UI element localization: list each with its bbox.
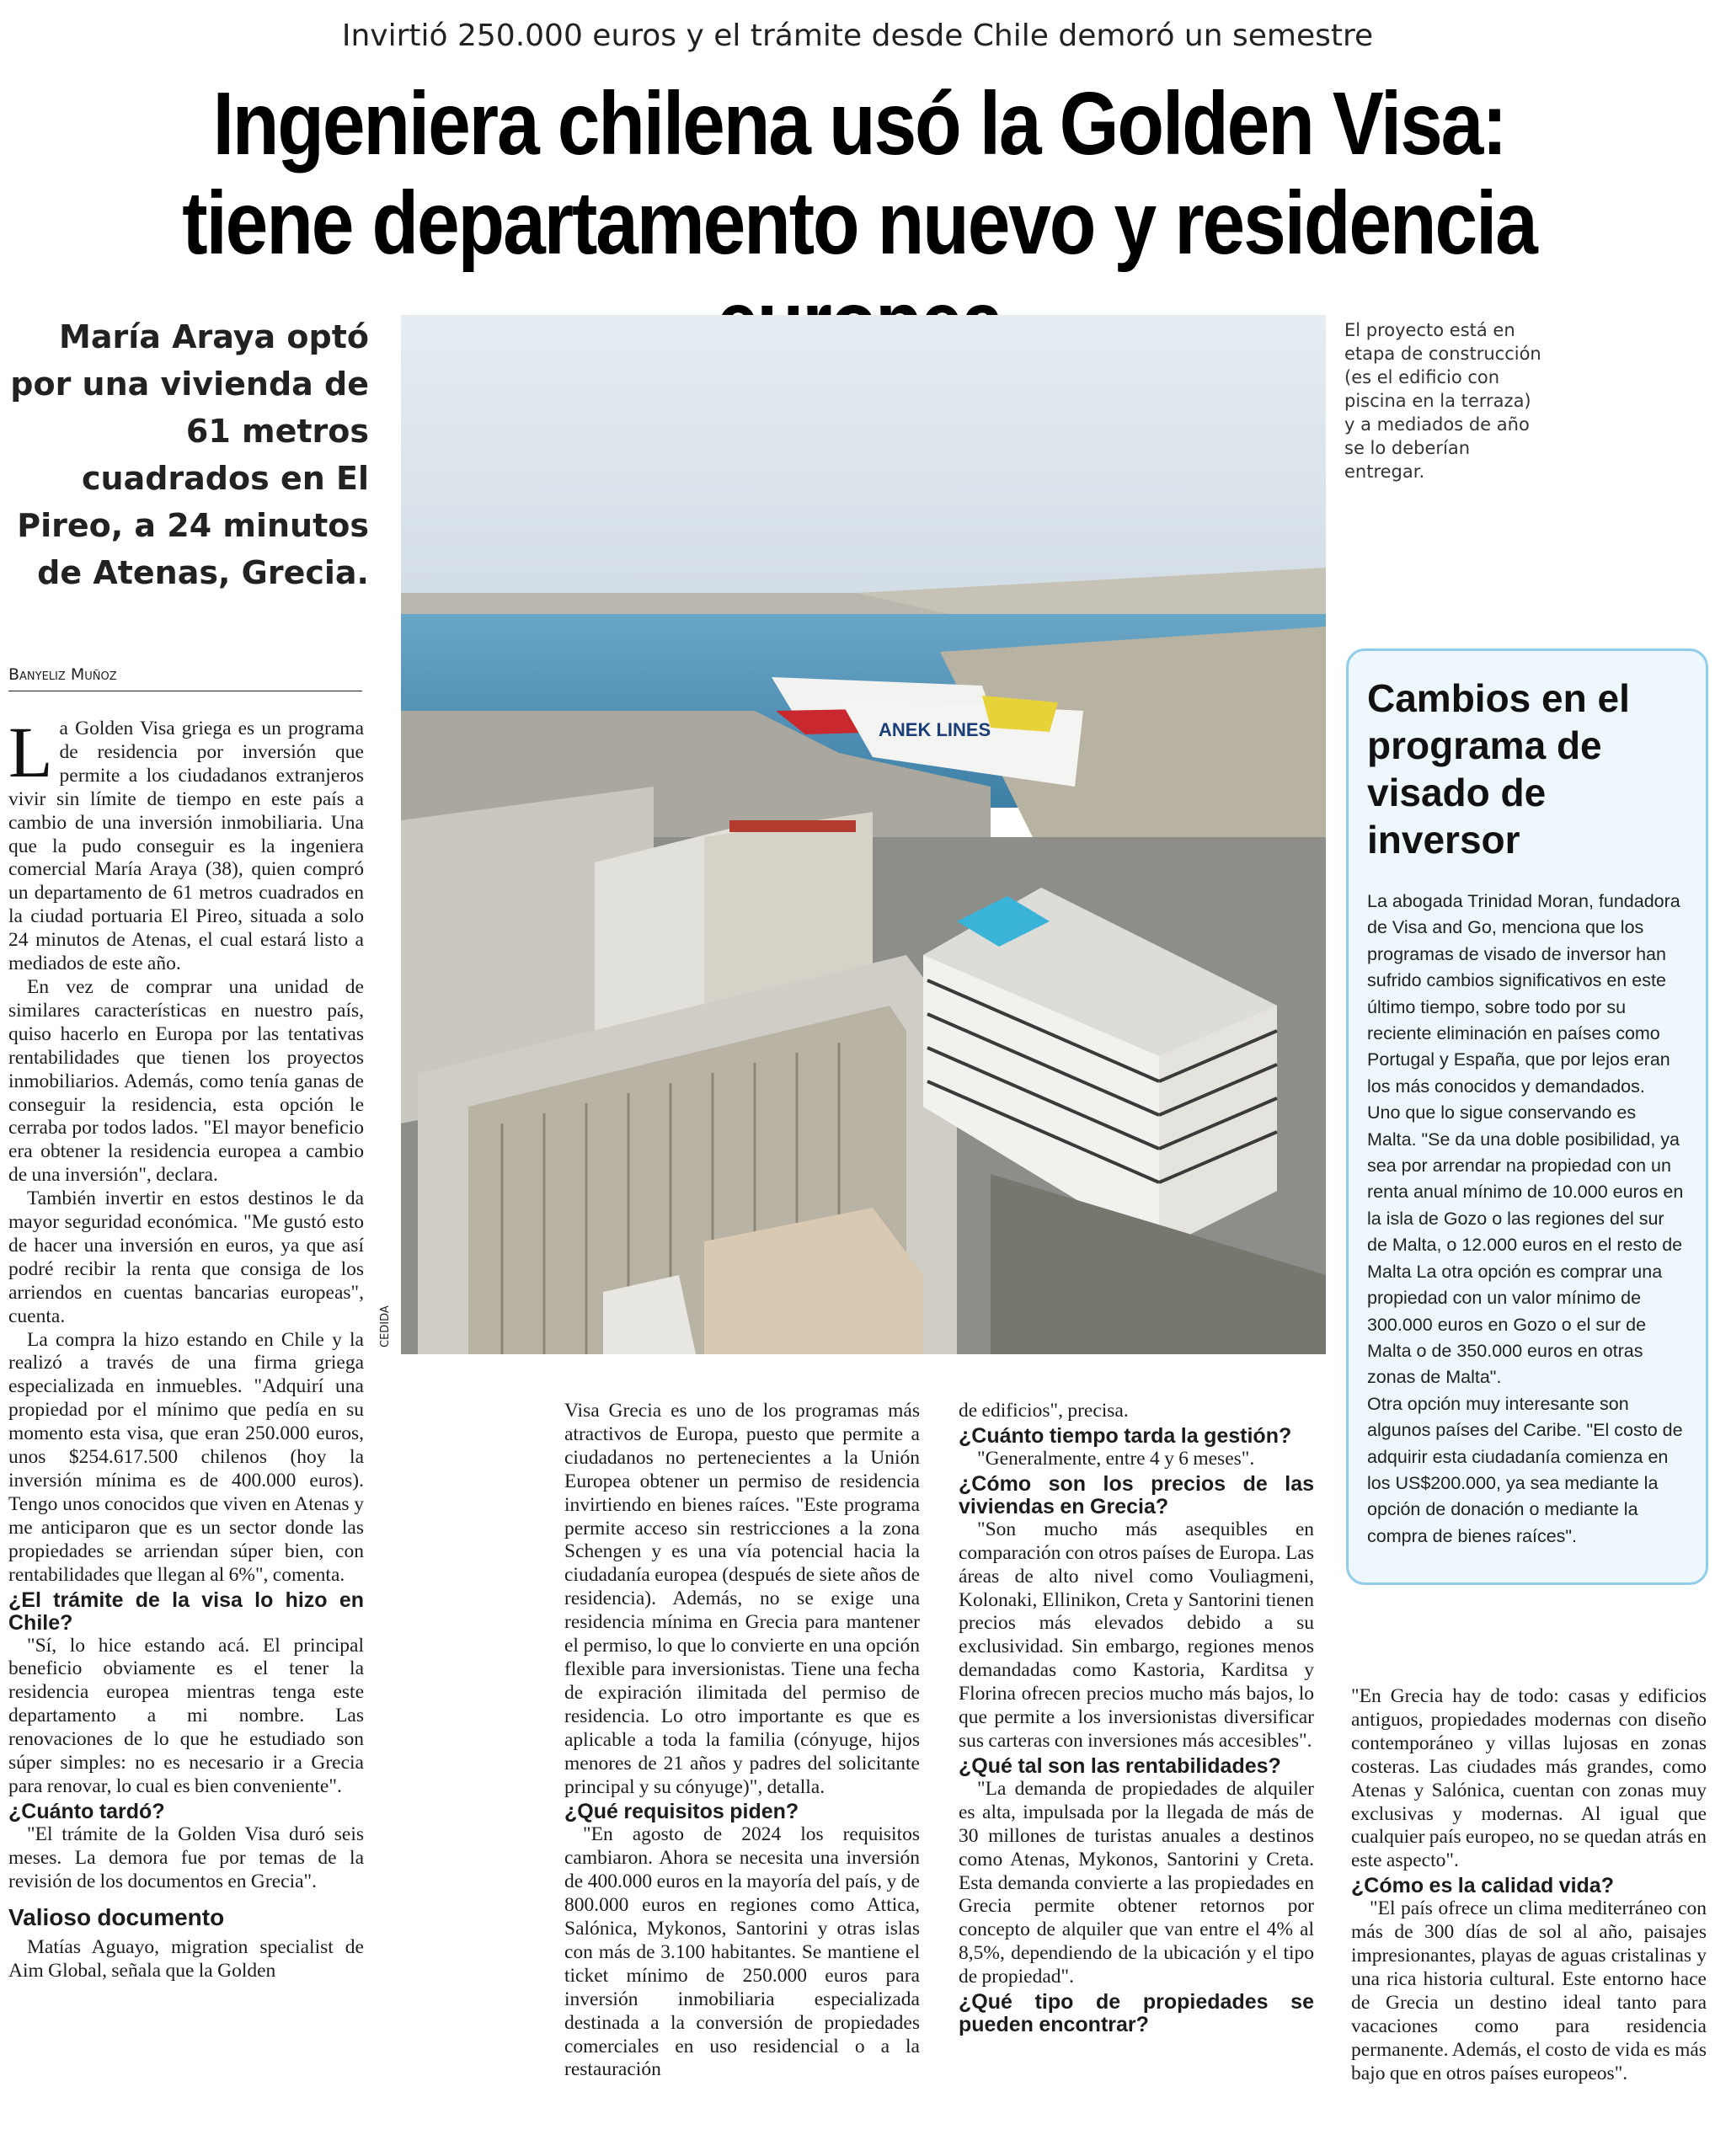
paragraph: "Generalmente, entre 4 y 6 meses". <box>977 1447 1255 1470</box>
kicker: Invirtió 250.000 euros y el trámite desde Chile demoró un semestre <box>341 19 1374 53</box>
question-heading: ¿Qué requisitos piden? <box>564 1800 799 1824</box>
paragraph: Visa Grecia es uno de los programas más atractivos de Europa, puesto que permite a ciudadanos no pertenecientes a la Unión Europea obtener un permiso de residencia invirtiendo en bienes raíces. "Este programa permite acceso sin restricciones a la zona Schengen y es una vía potencial hacia la ciudadanía europea (después de siete años de residencia). Además, no se exige una residencia mínima en Grecia para mantener el permiso, lo que lo convierte en una opción flexible para inversionistas. Tiene una fecha de expiración ilimitada del permiso de residencia. Lo otro importante es que es aplicable a toda la familia (cónyuge, hijos menores de 21 años y padres del solicitante principal y su cónyuge)", detalla. <box>564 1400 920 1798</box>
question-heading: ¿Qué tipo de propiedades se pueden encontrar? <box>959 1990 1314 2037</box>
photo-credit: CEDIDA <box>379 1305 392 1348</box>
paragraph: La compra la hizo estando en Chile y la realizó a través de una firma griega especializada en inmuebles. "Adquirí una propiedad por el mínimo que pedía en su momento esta visa, que eran 250.000 euros, unos $254.617.500 chilenos (hoy la inversión mínima es de 400.000 euros). Tengo unos conocidos que viven en Atenas y me anticiparon que es un sector donde las propiedades se arriendan súper bien, con rentabilidades que llegan al 6%", comenta. <box>8 1328 364 1586</box>
question-heading: ¿El trámite de la visa lo hizo en Chile? <box>8 1588 364 1635</box>
article-column-1 <box>8 712 364 2149</box>
question-heading: ¿Cómo son los precios de las viviendas en Grecia? <box>959 1471 1314 1518</box>
subheading: Valioso documento <box>8 1903 225 1930</box>
sidebar-paragraph: Otra opción muy interesante son algunos países del Caribe. "El costo de adquirir esta ciudadanía comienza en los US$200.000, ya sea mediante la opción de donación o mediante la compra de bienes raíces". <box>1367 1393 1683 1546</box>
sidebar-body <box>1367 889 1687 1550</box>
paragraph: Matías Aguayo, migration specialist de Aim Global, señala que la Golden <box>8 1935 364 1982</box>
paragraph: "El país ofrece un clima mediterráneo con más de 300 días de sol al año, paisajes impresionantes, playas de aguas cristalinas y una rica historia cultural. Este entorno hace de Grecia un destino ideal tanto para vacaciones como para residencia permanente. Además, el costo de vida es más bajo que en otros países europeos". <box>1351 1897 1707 2084</box>
paragraph: "En Grecia hay de todo: casas y edificios antiguos, propiedades modernas con diseño contemporáneo y villas lujosas en zonas costeras. Las ciudades más grandes, como Atenas y Salónica, cuentan con zonas muy exclusivas y modernas. Al igual que cualquier país europeo, no se quedan atrás en este aspecto". <box>1351 1685 1707 1872</box>
harbor-photo <box>401 315 1326 1354</box>
article-column-2 <box>564 1400 920 2149</box>
sidebar-box <box>1346 648 1708 1585</box>
article-column-3 <box>959 1400 1314 2149</box>
paragraph: "El trámite de la Golden Visa duró seis meses. La demora fue por temas de la revisión de los documentos en Grecia". <box>8 1822 364 1892</box>
sidebar-paragraph: Uno que lo sigue conservando es Malta. "Se da una doble posibilidad, ya sea por arrendar na propiedad con un renta anual mínimo de 10.000 euros en la isla de Gozo o las regiones del sur de Malta, o 12.000 euros en el resto de Malta La otra opción es comprar una propiedad con un valor mínimo de 300.000 euros en Gozo o el sur de Malta o de 350.000 euros en otras zonas de Malta". <box>1367 1102 1684 1388</box>
paragraph: "Sí, lo hice estando acá. El principal beneficio obviamente es el tener la residencia europea mientras tenga este departamento a mi nombre. Las renovaciones de lo que he estudiado son súper simples: no es necesario ir a Grecia para renovar, lo cual es bien conveniente". <box>8 1634 364 1797</box>
paragraph: "La demanda de propiedades de alquiler es alta, impulsada por la llegada de más de 30 millones de turistas anuales a destinos como Atenas, Mykonos, Santorini y Creta. Esta demanda convierte a las propiedades en Grecia permite obtener retornos por concepto de alquiler que van entre el 4% al 8,5%, dependiendo de la ubicación y el tipo de propiedad". <box>959 1777 1314 1988</box>
byline: Banyeliz Muñoz <box>8 665 362 691</box>
question-heading: ¿Cuánto tardó? <box>8 1799 165 1823</box>
question-heading: ¿Cómo es la calidad vida? <box>1351 1874 1614 1898</box>
paragraph: En vez de comprar una unidad de similares características en nuestro país, quiso hacerlo en Europa por las tentativas rentabilidades que tienen los proyectos inmobiliarios. Además, como tenía ganas de conseguir la residencia, esta opción le cerraba por todos lados. "El mayor beneficio era obtener la residencia europea a cambio de una inversión", declara. <box>8 975 364 1187</box>
ferry-sign: ANEK LINES <box>879 719 991 740</box>
question-heading: ¿Qué tal son las rentabilidades? <box>959 1753 1281 1778</box>
sidebar-title: Cambios en el programa de visado de inversor <box>1367 676 1630 862</box>
headline: Ingeniera chilena usó la Golden Visa: tiene departamento nuevo y residencia <box>182 74 1536 273</box>
sidebar-paragraph: La abogada Trinidad Moran, fundadora de Visa and Go, menciona que los programas de visado de inversor han sufrido cambios significativos en este último tiempo, sobre todo por su reciente eliminación en países como Portugal y España, que por lejos eran los más conocidos y demandados. <box>1367 891 1680 1097</box>
paragraph: de edificios", precisa. <box>959 1400 1129 1422</box>
paragraph: "En agosto de 2024 los requisitos cambiaron. Ahora se necesita una inversión de 400.000 euros en la mayoría del país, y de 800.000 euros en regiones como Attica, Salónica, Mykonos, Santorini y otras islas con más de 3.100 habitantes. Se mantiene el ticket mínimo de 250.000 euros para inversión inmobiliaria especializada destinada a la conversión de propiedades comerciales en uso residencial o a la restauración <box>564 1823 920 2081</box>
lede: María Araya optó por una vivienda de 61 metros cuadrados en El Pireo, a 24 minutos de Atenas, Grecia. <box>10 318 369 591</box>
paragraph: También invertir en estos destinos le da mayor seguridad económica. "Me gustó esto de hacer una inversión en euros, ya que así podré recibir la renta que consiga de los arriendos en cuentas bancarias europeas", cuenta. <box>8 1187 364 1327</box>
paragraph: "Son mucho más asequibles en comparación con otros países de Europa. Las áreas de alto nivel como Vouliagmeni, Kolonaki, Ellinikon, Creta y Santorini tienen precios más elevados debido a su exclusividad. Sin embargo, regiones menos demandadas como Kastoria, Karditsa y Florina ofrecen precios mucho más bajos, lo que permite a los inversionistas diversificar sus carteras con inversiones más accesibles". <box>959 1518 1314 1752</box>
drop-cap: L <box>8 712 53 792</box>
question-heading: ¿Cuánto tiempo tarda la gestión? <box>959 1423 1292 1448</box>
photo-caption: El proyecto está en etapa de construcción (es el edificio con piscina en la terraza) y a mediados de año se lo deberían entregar. <box>1344 320 1541 482</box>
article-column-4 <box>1351 1685 1707 2148</box>
paragraph: a Golden Visa griega es un programa de residencia por inversión que permite a los ciudadanos extranjeros vivir sin límite de tiempo en este país a cambio de una inversión inmobiliaria. Una que la pudo conseguir es la ingeniera comercial María Araya (38), quien compró un departamento de 61 metros cuadrados en la ciudad portuaria El Pireo, situada a solo 24 minutos de Atenas, el cual estará listo a mediados de este año. <box>8 718 364 975</box>
